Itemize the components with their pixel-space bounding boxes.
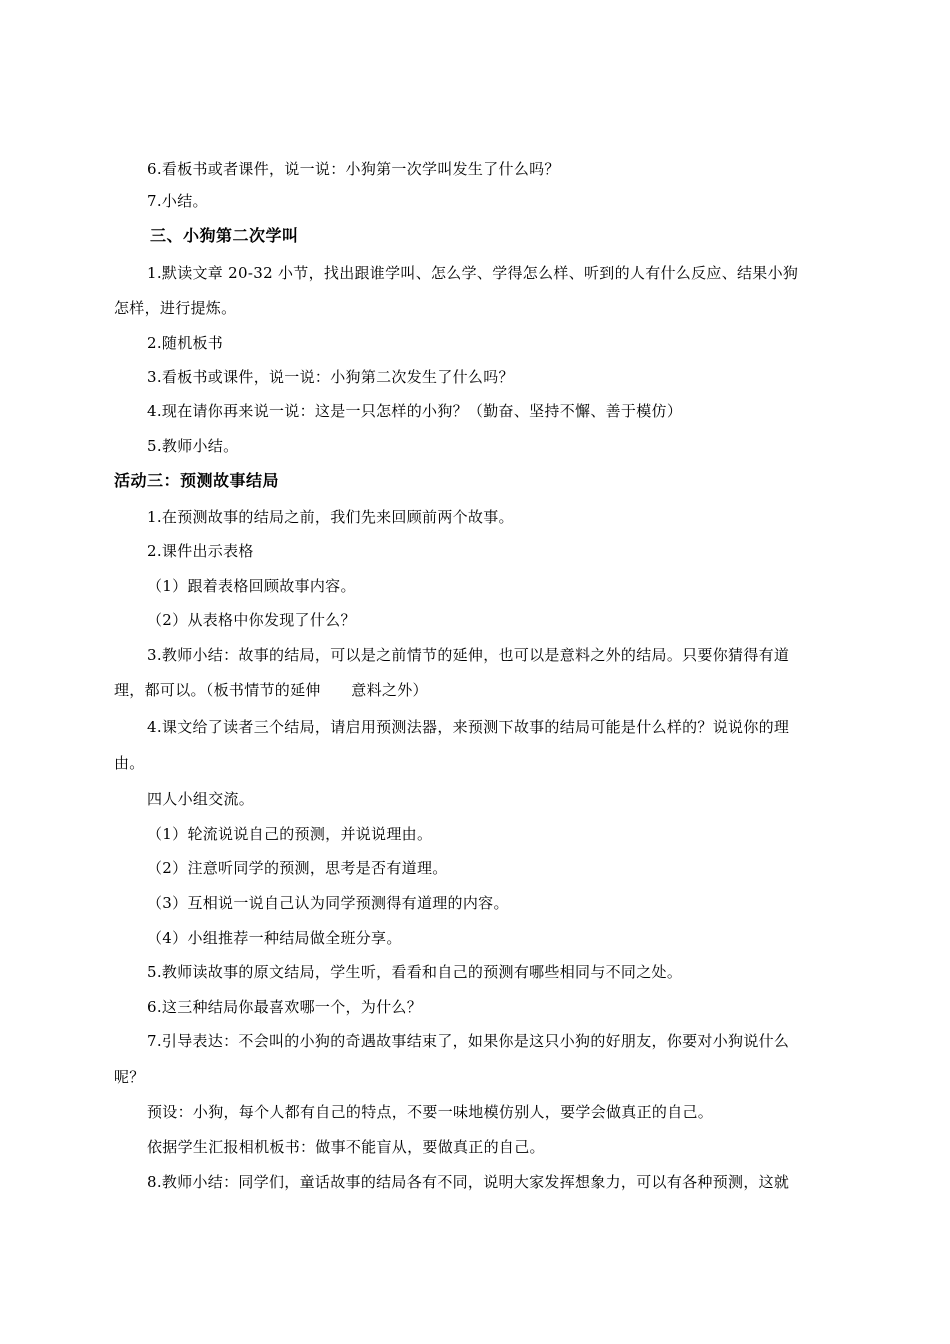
activity-3-step-3-continuation: 理，都可以。（板书情节的延伸 意料之外） bbox=[114, 681, 428, 699]
activity-3-substep-1: （1）跟着表格回顾故事内容。 bbox=[147, 577, 356, 595]
activity-3-substep-2: （2）从表格中你发现了什么？ bbox=[147, 611, 356, 629]
group-substep-4: （4）小组推荐一种结局做全班分享。 bbox=[147, 929, 402, 947]
section-heading-second-bark: 三、小狗第二次学叫 bbox=[150, 226, 299, 245]
step-2-board-writing: 2.随机板书 bbox=[147, 334, 224, 352]
activity-3-step-2: 2.课件出示表格 bbox=[147, 542, 254, 560]
activity-3-step-3: 3.教师小结：故事的结局，可以是之前情节的延伸，也可以是意料之外的结局。只要你猜得有道 bbox=[147, 646, 790, 664]
step-6-review-first-bark: 6.看板书或者课件，说一说：小狗第一次学叫发生了什么吗？ bbox=[147, 160, 560, 178]
step-5-teacher-summary: 5.教师小结。 bbox=[147, 437, 239, 455]
activity-3-step-1: 1.在预测故事的结局之前，我们先来回顾前两个故事。 bbox=[147, 508, 514, 526]
activity-3-step-7-continuation: 呢？ bbox=[114, 1068, 145, 1086]
activity-3-step-8: 8.教师小结：同学们，童话故事的结局各有不同，说明大家发挥想象力，可以有各种预测，这就 bbox=[147, 1173, 790, 1191]
activity-3-step-4-continuation: 由。 bbox=[114, 754, 145, 772]
step-1-silent-reading: 1.默读文章 20-32 小节，找出跟谁学叫、怎么学、学得怎么样、听到的人有什么反应、结果小狗 bbox=[147, 264, 799, 282]
activity-3-heading: 活动三：预测故事结局 bbox=[114, 471, 280, 490]
group-discussion-label: 四人小组交流。 bbox=[147, 790, 255, 808]
group-substep-1: （1）轮流说说自己的预测，并说说理由。 bbox=[147, 825, 433, 843]
step-3-review-second-bark: 3.看板书或课件，说一说：小狗第二次发生了什么吗？ bbox=[147, 368, 514, 386]
activity-3-step-4: 4.课文给了读者三个结局，请启用预测法器，来预测下故事的结局可能是什么样的？说说你的理 bbox=[147, 718, 790, 736]
group-substep-3: （3）互相说一说自己认为同学预测得有道理的内容。 bbox=[147, 894, 509, 912]
preset-answer: 预设：小狗，每个人都有自己的特点，不要一味地模仿别人，要学会做真正的自己。 bbox=[147, 1103, 714, 1121]
step-7-summary: 7.小结。 bbox=[147, 192, 208, 210]
step-4-describe-puppy: 4.现在请你再来说一说：这是一只怎样的小狗？（勤奋、坚持不懈、善于模仿） bbox=[147, 402, 683, 420]
activity-3-step-7: 7.引导表达：不会叫的小狗的奇遇故事结束了，如果你是这只小狗的好朋友，你要对小狗说什么 bbox=[147, 1032, 790, 1050]
group-substep-2: （2）注意听同学的预测，思考是否有道理。 bbox=[147, 859, 448, 877]
activity-3-step-5: 5.教师读故事的原文结局，学生听，看看和自己的预测有哪些相同与不同之处。 bbox=[147, 963, 683, 981]
board-writing-note: 依据学生汇报相机板书：做事不能盲从，要做真正的自己。 bbox=[147, 1138, 545, 1156]
activity-3-step-6: 6.这三种结局你最喜欢哪一个，为什么？ bbox=[147, 998, 423, 1016]
step-1-continuation: 怎样，进行提炼。 bbox=[114, 299, 237, 317]
